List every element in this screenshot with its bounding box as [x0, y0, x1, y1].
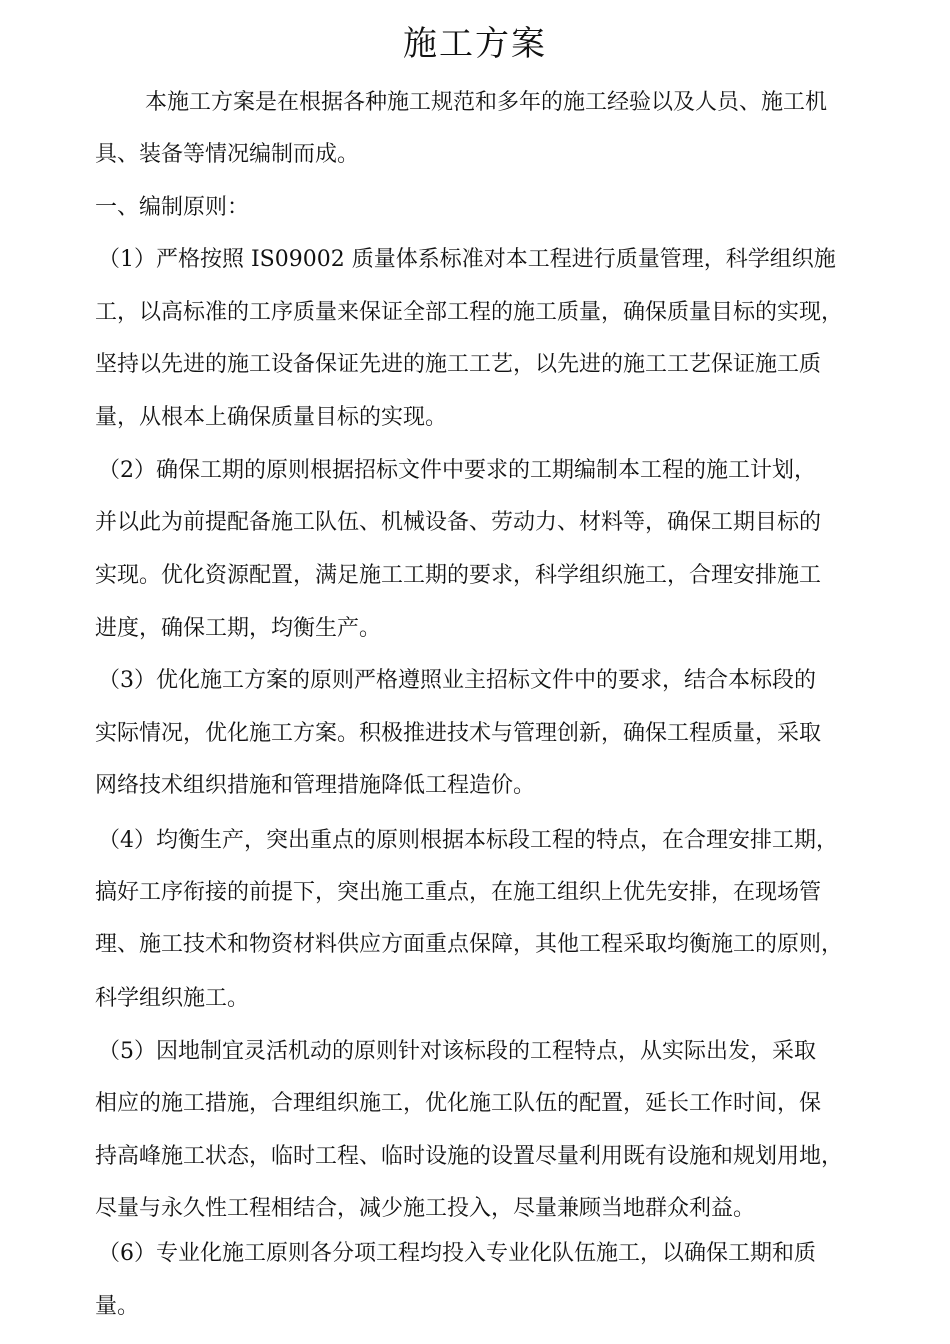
paragraph-line: 实际情况，优化施工方案。积极推进技术与管理创新，确保工程质量，采取: [95, 721, 822, 746]
paragraph-line: 本施工方案是在根据各种施工规范和多年的施工经验以及人员、施工机: [145, 90, 828, 115]
paragraph-line: 相应的施工措施，合理组织施工，优化施工队伍的配置，延长工作时间，保: [95, 1091, 822, 1116]
section-heading: 一、编制原则：: [95, 195, 250, 220]
paragraph-line: （1）严格按照 IS09002 质量体系标准对本工程进行质量管理，科学组织施: [98, 247, 836, 272]
paragraph-line: 并以此为前提配备施工队伍、机械设备、劳动力、材料等，确保工期目标的: [95, 510, 822, 535]
paragraph-line: （4）均衡生产，突出重点的原则根据本标段工程的特点，在合理安排工期，: [98, 828, 838, 853]
paragraph-line: 坚持以先进的施工设备保证先进的施工工艺，以先进的施工工艺保证施工质: [95, 352, 822, 377]
paragraph-line: 科学组织施工。: [95, 986, 250, 1011]
paragraph-line: 进度，确保工期，均衡生产。: [95, 616, 382, 641]
paragraph-line: （6）专业化施工原则各分项工程均投入专业化队伍施工，以确保工期和质: [98, 1241, 816, 1266]
paragraph-line: 搞好工序衔接的前提下，突出施工重点，在施工组织上优先安排，在现场管: [95, 880, 822, 905]
paragraph-line: 尽量与永久性工程相结合，减少施工投入，尽量兼顾当地群众利益。: [95, 1196, 756, 1221]
paragraph-line: 量。: [95, 1294, 140, 1319]
paragraph-line: 实现。优化资源配置，满足施工工期的要求，科学组织施工，合理安排施工: [95, 563, 822, 588]
paragraph-line: （5）因地制宜灵活机动的原则针对该标段的工程特点，从实际出发，采取: [98, 1039, 816, 1064]
paragraph-line: （3）优化施工方案的原则严格遵照业主招标文件中的要求，结合本标段的: [98, 668, 816, 693]
paragraph-line: 工，以高标准的工序质量来保证全部工程的施工质量，确保质量目标的实现，: [95, 300, 844, 325]
paragraph-line: 具、装备等情况编制而成。: [95, 142, 360, 167]
paragraph-line: （2）确保工期的原则根据招标文件中要求的工期编制本工程的施工计划，: [98, 458, 816, 483]
paragraph-line: 网络技术组织措施和管理措施降低工程造价。: [95, 773, 536, 798]
paragraph-line: 量，从根本上确保质量目标的实现。: [95, 405, 448, 430]
paragraph-line: 持高峰施工状态，临时工程、临时设施的设置尽量利用既有设施和规划用地，: [95, 1144, 844, 1169]
paragraph-line: 理、施工技术和物资材料供应方面重点保障，其他工程采取均衡施工的原则，: [95, 932, 844, 957]
document-title: 施工方案: [403, 24, 547, 64]
